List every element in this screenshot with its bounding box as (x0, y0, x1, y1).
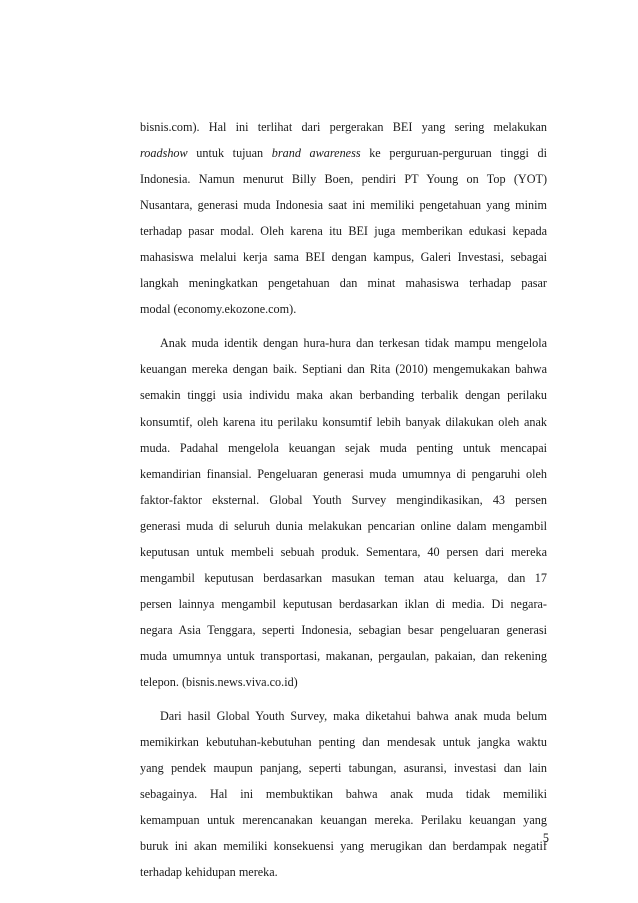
text-line: konsumtif, oleh karena itu perilaku konsumtif lebih banyak dilakukan oleh anak (140, 414, 547, 429)
text-line: Dari hasil Global Youth Survey, maka diketahui bahwa anak muda belum (160, 709, 547, 724)
document-body (140, 114, 547, 885)
text-line: mengambil keputusan berdasarkan masukan teman atau keluarga, dan 17 (140, 570, 547, 585)
paragraph-gap (140, 695, 547, 703)
paragraph-2 (140, 330, 547, 695)
paragraph-1 (140, 114, 547, 322)
text-line: semakin tinggi usia individu maka akan berbanding terbalik dengan perilaku (140, 388, 547, 403)
italic-term-brand-awareness: brand awareness (271, 146, 361, 161)
text-line: persen lainnya mengambil keputusan berdasarkan iklan di media. Di negara- (140, 596, 547, 611)
text-line: Indonesia. Namun menurut Billy Boen, pendiri PT Young on Top (YOT) (140, 172, 547, 187)
text-line: keuangan mereka dengan baik. Septiani dan Rita (2010) mengemukakan bahwa (140, 362, 547, 377)
text-line: telepon. (bisnis.news.viva.co.id) (140, 674, 298, 689)
text-line: Anak muda identik dengan hura-hura dan terkesan tidak mampu mengelola (160, 336, 547, 351)
text-line: langkah meningkatkan pengetahuan dan minat mahasiswa terhadap pasar (140, 276, 547, 291)
text-line: terhadap kehidupan mereka. (140, 865, 278, 880)
text-line: kemandirian finansial. Pengeluaran generasi muda umumnya di pengaruhi oleh (140, 466, 547, 481)
text-line: bisnis.com). Hal ini terlihat dari pergerakan BEI yang sering melakukan (140, 120, 547, 134)
text-line: keputusan untuk membeli sebuah produk. Sementara, 40 persen dari mereka (140, 544, 547, 559)
text-line: mahasiswa melalui kerja sama BEI dengan kampus, Galeri Investasi, sebagai (140, 250, 547, 265)
italic-term-roadshow: roadshow (140, 146, 188, 161)
text-line: memikirkan kebutuhan-kebutuhan penting dan mendesak untuk jangka waktu (140, 735, 547, 750)
text-line: muda. Padahal mengelola keuangan sejak muda penting untuk mencapai (140, 440, 547, 455)
text-line: buruk ini akan memiliki konsekuensi yang merugikan dan berdampak negatif (140, 839, 547, 854)
paragraph-gap (140, 322, 547, 330)
text-line: yang pendek maupun panjang, seperti tabungan, asuransi, investasi dan lain (140, 761, 547, 776)
text-line: roadshow untuk tujuan brand awareness ke perguruan-perguruan tinggi di (140, 146, 547, 161)
text-line: negara Asia Tenggara, seperti Indonesia, sebagian besar pengeluaran generasi (140, 622, 547, 637)
text-line: generasi muda di seluruh dunia melakukan pencarian online dalam mengambil (140, 518, 547, 533)
text-line: kemampuan untuk merencanakan keuangan mereka. Perilaku keuangan yang (140, 813, 547, 828)
text-line: modal (economy.ekozone.com). (140, 302, 297, 317)
text-line: Nusantara, generasi muda Indonesia saat ini memiliki pengetahuan yang minim (140, 198, 547, 213)
text-line: muda umumnya untuk transportasi, makanan, pergaulan, pakaian, dan rekening (140, 648, 547, 663)
paragraph-3 (140, 703, 547, 885)
page-number: 5 (542, 831, 549, 845)
text-line: terhadap pasar modal. Oleh karena itu BEI juga memberikan edukasi kepada (140, 224, 547, 239)
text-line: faktor-faktor eksternal. Global Youth Survey mengindikasikan, 43 persen (140, 492, 547, 507)
text-line: sebagainya. Hal ini membuktikan bahwa anak muda tidak memiliki (140, 787, 547, 802)
